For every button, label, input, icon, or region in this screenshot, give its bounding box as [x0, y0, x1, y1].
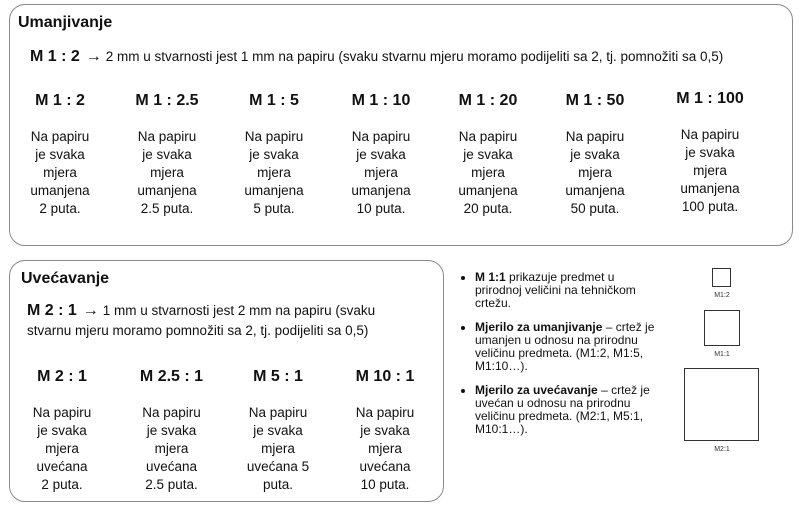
arrow-right-icon: → [82, 302, 99, 319]
reduction-column [662, 90, 758, 216]
scale-label: M 1 : 100 [676, 90, 744, 107]
scale-description: Na papiru je svaka mjera umanjena 5 puta. [244, 129, 304, 216]
note-text: – crtež je uvećan u odnosu na prirodnu veličinu predmeta. (M2:1, M5:1, M10:1…). [475, 383, 650, 436]
reduction-title: Umanjivanje [18, 14, 113, 31]
scale-label: M 2 : 1 [37, 368, 87, 385]
square-m2-1 [684, 368, 759, 441]
enlargement-column [17, 368, 107, 494]
scale-description: Na papiru je svaka mjera uvećana 5 puta. [246, 405, 310, 492]
scale-description: Na papiru je svaka mjera umanjena 50 puta. [565, 129, 625, 216]
scale-description: Na papiru je svaka mjera umanjena 2 puta. [30, 129, 90, 216]
scale-label: M 1 : 5 [249, 92, 299, 109]
note-term: M 1:1 [475, 270, 506, 284]
square-m1-2 [712, 268, 731, 287]
scale-description: Na papiru je svaka mjera umanjena 100 puta. [680, 127, 740, 214]
scale-description: Na papiru je svaka mjera uvećana 2 puta. [32, 405, 92, 492]
enlargement-rule-scale: M 2 : 1 [27, 302, 77, 319]
reduction-rule-text: 2 mm u stvarnosti jest 1 mm na papiru (svaku stvarnu mjeru moramo podijeliti sa 2, tj. pomnožiti sa 0,5) [105, 49, 724, 64]
scale-label: M 1 : 2.5 [135, 92, 199, 109]
scale-notes [459, 271, 659, 447]
reduction-rule-scale: M 1 : 2 [30, 48, 80, 65]
scale-description: Na papiru je svaka mjera uvećana 2.5 puta. [142, 405, 201, 492]
scale-description: Na papiru je svaka mjera umanjena 10 puta. [351, 129, 411, 216]
note-text: prikazuje predmet u prirodnoj veličini na tehničkom crtežu. [475, 270, 636, 310]
enlargement-title: Uvećavanje [21, 270, 110, 287]
note-term: Mjerilo za uvećavanje [475, 383, 598, 397]
enlargement-column [124, 368, 219, 494]
scale-label: M 2.5 : 1 [139, 368, 204, 385]
reduction-rule [30, 47, 723, 67]
reduction-column [122, 92, 212, 218]
scale-label: M 5 : 1 [253, 368, 303, 385]
scale-description: Na papiru je svaka mjera uvećana 10 puta. [355, 405, 415, 492]
scale-label: M 1 : 20 [458, 92, 518, 109]
reduction-column [229, 92, 319, 218]
scale-label: M 1 : 10 [351, 92, 411, 109]
reduction-column [336, 92, 426, 218]
note-text: – crtež je umanjen u odnosu na prirodnu veličinu predmeta. (M1:2, M1:5, M1:10…). [475, 320, 655, 373]
square-label: M1:2 [714, 292, 730, 299]
scale-label: M 10 : 1 [355, 368, 415, 385]
note-item [475, 321, 659, 373]
enlargement-panel [9, 260, 444, 502]
scale-label: M 1 : 50 [565, 92, 625, 109]
reduction-panel [9, 4, 793, 246]
arrow-right-icon: → [85, 48, 102, 65]
scale-description: Na papiru je svaka mjera umanjena 20 puta. [458, 129, 518, 216]
note-item [475, 271, 659, 310]
note-item [475, 384, 659, 436]
square-label: M1:1 [714, 351, 730, 358]
scale-description: Na papiru je svaka mjera umanjena 2.5 puta. [137, 129, 197, 216]
enlargement-column [233, 368, 323, 494]
square-m1-1 [704, 310, 740, 346]
reduction-column [15, 92, 105, 218]
enlargement-rule-text-1: 1 mm u stvarnosti jest 2 mm na papiru (svaku [102, 303, 376, 318]
scale-label: M 1 : 2 [35, 92, 85, 109]
reduction-column [443, 92, 533, 218]
square-label: M2:1 [714, 446, 730, 453]
enlargement-rule-text-2: stvarnu mjeru moramo pomnožiti sa 2, tj. podijeliti sa 0,5) [27, 323, 369, 338]
reduction-column [550, 92, 640, 218]
note-term: Mjerilo za umanjivanje [475, 320, 603, 334]
enlargement-column [340, 368, 430, 494]
enlargement-rule [27, 301, 375, 341]
